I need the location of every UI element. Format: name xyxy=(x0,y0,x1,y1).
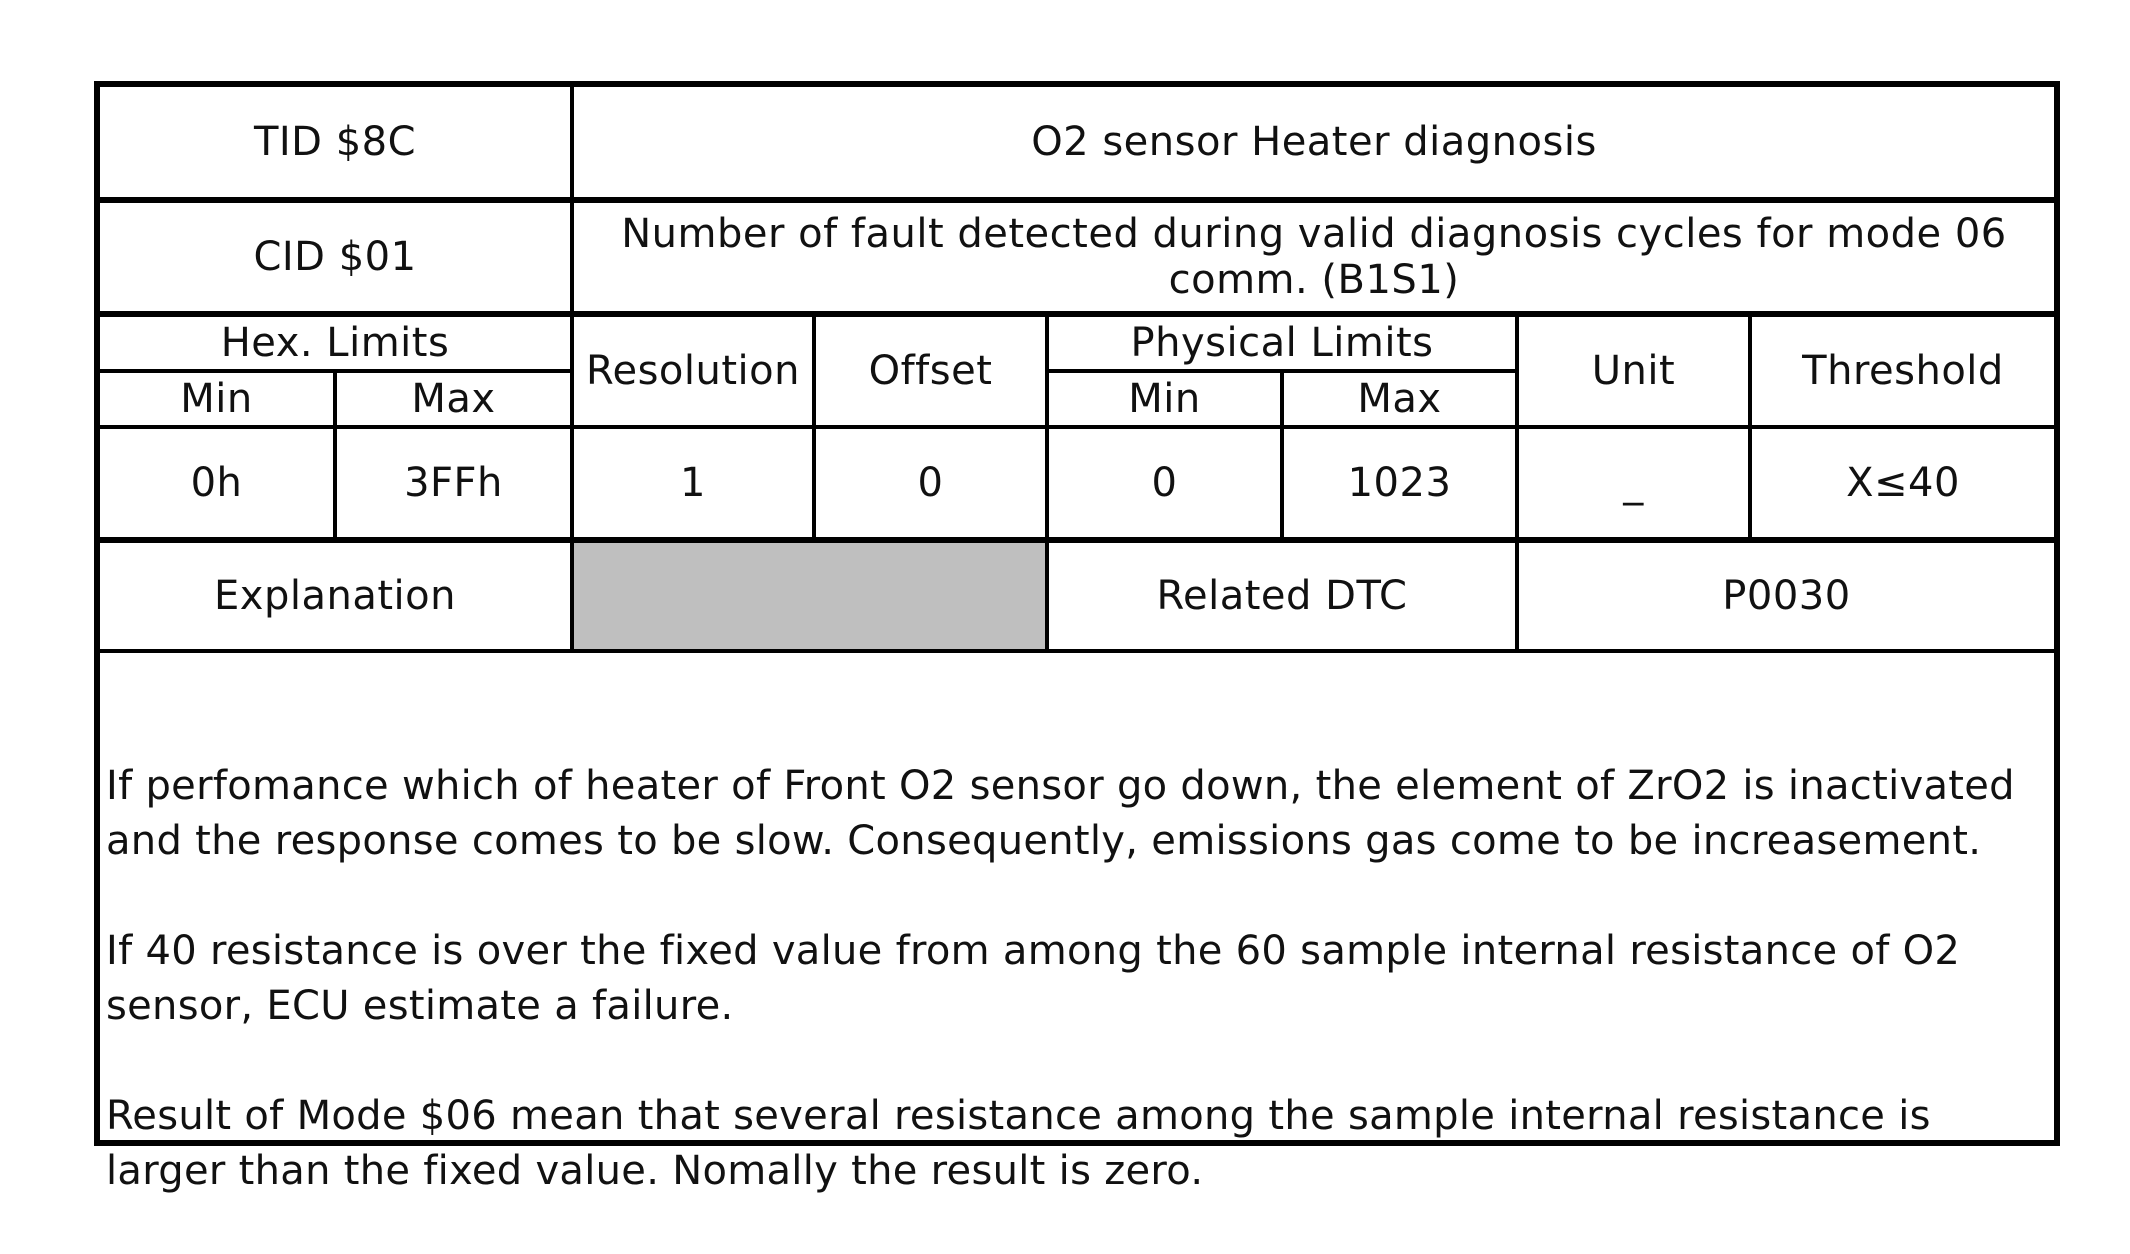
cid-description: Number of fault detected during valid diagnosis cycles for mode 06 comm. (B1S1) xyxy=(621,211,2007,303)
divider xyxy=(570,87,574,649)
unit-value: _ xyxy=(1623,460,1644,506)
threshold-value: X≤40 xyxy=(1846,460,1960,506)
explanation-label: Explanation xyxy=(214,573,456,619)
threshold-header: Threshold xyxy=(1802,348,2004,394)
divider xyxy=(1280,369,1284,537)
hex-limits-header: Hex. Limits xyxy=(220,320,450,366)
divider xyxy=(100,649,2054,653)
divider xyxy=(1515,311,1519,649)
shaded-cell xyxy=(574,543,1045,649)
divider xyxy=(100,537,2054,543)
resolution-value: 1 xyxy=(680,460,706,506)
related-dtc-label: Related DTC xyxy=(1156,573,1408,619)
diagnosis-table xyxy=(94,81,2060,1194)
divider xyxy=(333,369,337,537)
physical-limits-header: Physical Limits xyxy=(1130,320,1434,366)
phys-min-header: Min xyxy=(1128,376,1201,422)
hex-min-header: Min xyxy=(180,376,253,422)
divider xyxy=(812,311,816,537)
phys-min-value: 0 xyxy=(1151,460,1178,506)
explanation-text xyxy=(106,704,2036,1254)
hex-max-header: Max xyxy=(411,376,496,422)
divider xyxy=(1045,311,1049,649)
divider xyxy=(100,425,2054,429)
divider xyxy=(100,311,2054,317)
divider xyxy=(1748,311,1752,537)
explanation-paragraph-1: If perfomance which of heater of Front O2 sensor go down, the element of ZrO2 is inactivated and the response comes to be slow. Consequently, emissions gas come to be increasement. xyxy=(106,763,2015,864)
offset-value: 0 xyxy=(917,460,944,506)
related-dtc-value: P0030 xyxy=(1722,573,1851,619)
phys-max-header: Max xyxy=(1357,376,1442,422)
phys-max-value: 1023 xyxy=(1347,460,1452,506)
cid-label: CID $01 xyxy=(253,234,417,280)
tid-description: O2 sensor Heater diagnosis xyxy=(1031,119,1597,165)
hex-min-value: 0h xyxy=(190,460,243,506)
resolution-header: Resolution xyxy=(585,348,800,394)
explanation-paragraph-3: Result of Mode $06 mean that several resistance among the sample internal resistance is larger than the fixed value. Nomally the result is zero. xyxy=(106,1093,1931,1194)
explanation-paragraph-2: If 40 resistance is over the fixed value from among the 60 sample internal resistance of O2 sensor, ECU estimate a failure. xyxy=(106,928,1961,1029)
divider xyxy=(100,197,2054,203)
offset-header: Offset xyxy=(868,348,993,394)
tid-label: TID $8C xyxy=(253,119,417,165)
hex-max-value: 3FFh xyxy=(404,460,503,506)
unit-header: Unit xyxy=(1591,348,1676,394)
